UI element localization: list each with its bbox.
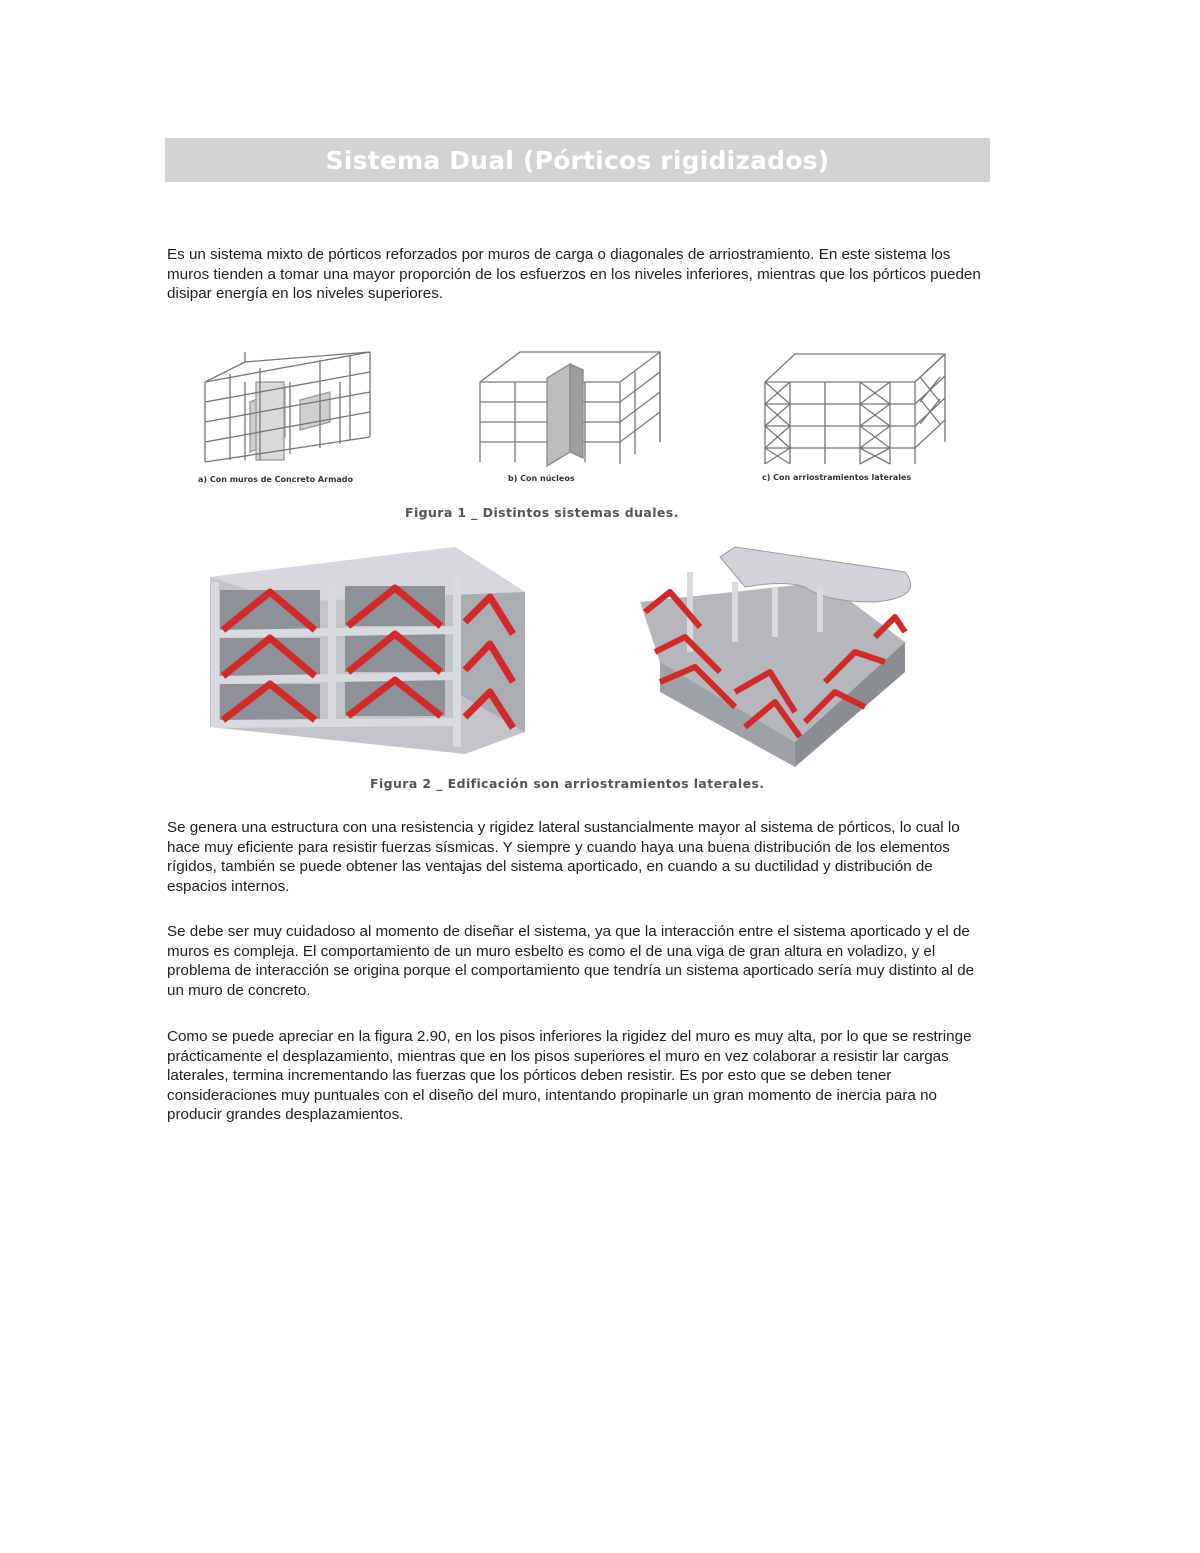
frame-a-concrete-walls [205,352,370,462]
paragraph-2: Se debe ser muy cuidadoso al momento de diseñar el sistema, ya que la interacción entre el sistema aporticado y el de muros es compleja. El comportamiento de un muro esbelto es como el de una viga de gran altura en voladizo, y el problema de interacción se origina porque el comportamiento que tendría un sistema aporticado sería muy distinto al de un muro de concreto. [167,923,975,999]
paragraph-3: Como se puede apreciar en la figura 2.90, en los pisos inferiores la rigidez del muro es muy alta, por lo que se restringe prácticamente el desplazamiento, mientras que en los pisos superiores el muro en vez colaborar a resistir lar cargas laterales, termina incrementando las fuerzas que los pórticos deben resistir. Es por esto que se deben tener consideraciones muy puntuales con el diseño del muro, intentando propinarle un gran momento de inercia para no producir grandes desplazamientos. [167,1028,972,1124]
intro-paragraph: Es un sistema mixto de pórticos reforzados por muros de carga o diagonales de arriostramiento. En este sistema los muros tienden a tomar una mayor proporción de los esfuerzos en los niveles inferiores, mientras que los pórticos pueden disipar energía en los niveles superiores. [167,246,981,303]
figure-1-label-a: a) Con muros de Concreto Armado [198,475,354,484]
figure-1-label-b: b) Con núcleos [508,474,575,483]
frame-c-bracing [765,354,945,464]
page-title: Sistema Dual (Pórticos rigidizados) [325,145,830,175]
figure-1-caption: Figura 1 _ Distintos sistemas duales. [405,505,679,520]
frame-b-core [480,352,660,466]
figure-2-braced-buildings [195,542,935,767]
figure-1-label-c: c) Con arriostramientos laterales [762,473,912,482]
paragraph-1: Se genera una estructura con una resistencia y rigidez lateral sustancialmente mayor al sistema de pórticos, lo cual lo hace muy eficiente para resistir fuerzas sísmicas. Y siempre y cuando haya una buena distribución de los elementos rígidos, también se puede obtener las ventajas del sistema aporticado, en cuando a su ductilidad y distribución de espacios internos. [167,819,960,895]
title-banner [165,138,990,182]
braced-building-left [210,547,525,754]
figure-2-caption: Figura 2 _ Edificación son arriostramientos laterales. [370,776,765,791]
figure-1-dual-systems [190,342,960,492]
braced-building-right [640,547,911,767]
